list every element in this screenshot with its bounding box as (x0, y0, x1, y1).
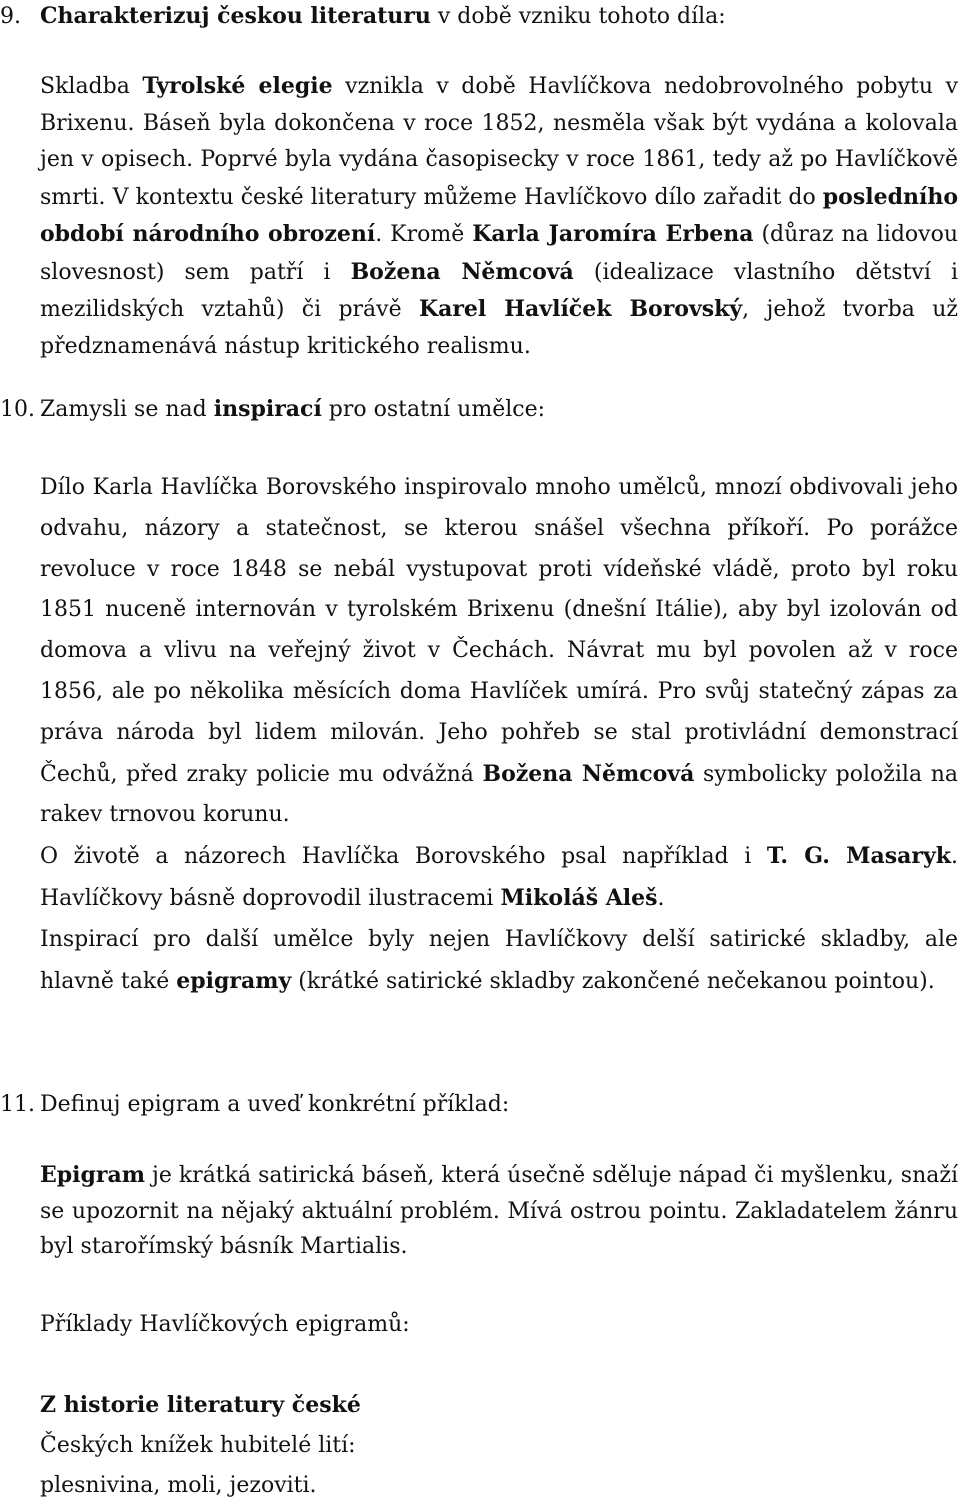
text-run: . Kromě (375, 222, 473, 247)
bold-run: posledního období národního obrození (40, 183, 958, 247)
question-text: Zamysli se nad (40, 397, 214, 422)
question-text: v době vzniku tohoto díla: (430, 4, 726, 29)
bold-run: Božena Němcová (350, 258, 574, 285)
text-run: vznikla v době Havlíčkova nedobrovolného pobytu v Brixenu. Báseň byla dokončena v roce 1852, nesměla však být vydána a kolovala jen v opisech. Poprvé byla vydána časopisecky v roce 1861, tedy až po Havlíčkově smrti. V kontextu české literatury můžeme Havlíčkovo dílo zařadit do (40, 74, 958, 210)
bold-run: Karla Jaromíra Erbena (472, 221, 754, 247)
text-run: Inspirací pro další umělce byly nejen Havlíčkovy delší satirické skladby, ale hlavně také (40, 926, 958, 994)
text-run: Dílo Karla Havlíčka Borovského inspirovalo mnoho umělců, mnozí obdivovali jeho odvahu, názory a statečnost, se kterou snášel všechna příkoří. Po porážce revoluce v roce 1848 se nebál vystupovat proti vídeňské vládě, proto byl roku 1851 nuceně internován v tyrolském Brixenu (dnešní Itálie), aby byl izolován od domova a vlivu na veřejný život v Čechách. Návrat mu byl povolen až v roce 1856, ale po několika měsících doma Havlíček umírá. Pro svůj statečný zápas za práva národa byl lidem milován. Jeho pohřeb se stal protivládní demonstrací Čechů, před zraky policie mu odvážná (40, 475, 958, 787)
text-run: (krátké satirické skladby zakončené nečekanou pointou). (291, 968, 935, 994)
question-number: 11. (0, 1092, 35, 1117)
bold-run: Karel Havlíček Borovský (418, 296, 743, 322)
text-run: . (657, 885, 665, 911)
question-text: Definuj epigram a uveď konkrétní příklad: (40, 1092, 510, 1117)
text-run: . Havlíčkovy básně doprovodil ilustracemi (40, 844, 958, 911)
question-9-heading (0, 1, 960, 32)
question-emphasis: Charakterizuj českou literaturu (40, 3, 431, 29)
poem-line-2: plesnivina, moli, jezoviti. (40, 1473, 317, 1498)
question-number: 9. (0, 4, 21, 29)
text-run: (důraz na lidovou slovesnost) sem patří i (40, 222, 958, 285)
question-emphasis: inspirací (213, 396, 322, 422)
text-run: je krátká satirická báseň, která úsečně sděluje nápad či myšlenku, snaží se upozornit na nějaký aktuální problém. Mívá ostrou pointu. Zakladatelem žánru byl starořímský básník Martialis. (40, 1163, 958, 1259)
bold-run: Epigram (40, 1162, 146, 1188)
question-number: 10. (0, 397, 35, 422)
text-run: Skladba (40, 74, 143, 99)
text-run: O životě a názorech Havlíčka Borovského psal například i (40, 844, 767, 870)
answer-9-paragraph (40, 68, 958, 365)
question-text-end: pro ostatní umělce: (321, 397, 545, 422)
text-run: , jehož tvorba už předznamenává nástup kritického realismu. (40, 297, 958, 359)
bold-run: Tyrolské elegie (142, 73, 333, 99)
epigram-poem (40, 1385, 958, 1506)
bold-run: epigramy (176, 967, 292, 994)
poem-title: Z historie literatury české (40, 1392, 361, 1418)
bold-run: Božena Němcová (482, 760, 695, 787)
answer-11-paragraph (40, 1158, 958, 1265)
bold-run: T. G. Masaryk (766, 843, 951, 870)
question-11-heading (0, 1090, 960, 1120)
poem-line-1: Českých knížek hubitelé lití: (40, 1433, 356, 1458)
answer-10-paragraph (40, 468, 958, 1002)
bold-run: Mikoláš Aleš (500, 884, 658, 911)
text-run: (idealizace vlastního dětství i mezilidských vztahů) či právě (40, 259, 958, 322)
question-10-heading (0, 394, 960, 425)
examples-heading: Příklady Havlíčkových epigramů: (40, 1312, 410, 1337)
text-run: symbolicky položila na rakev trnovou korunu. (40, 761, 958, 828)
